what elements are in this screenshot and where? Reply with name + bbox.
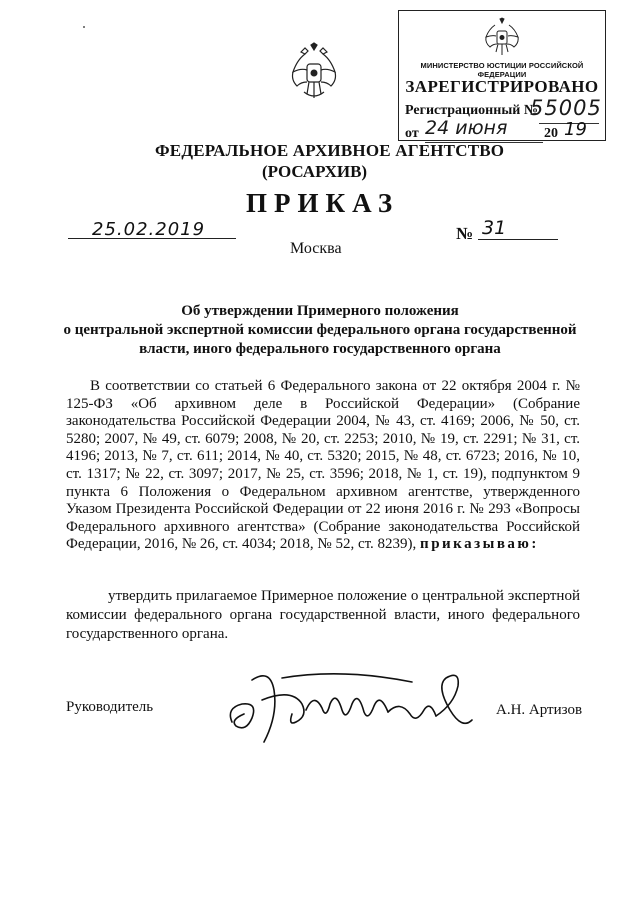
- stamp-reg-number-value: 55005: [530, 96, 602, 120]
- stamp-ministry-name: МИНИСТЕРСТВО ЮСТИЦИИ РОССИЙСКОЙ ФЕДЕРАЦИИ: [420, 61, 584, 79]
- decree-paragraph: утвердить прилагаемое Примерное положение о центральной экспертной комиссии федерального органа государственной власти, иного федерального государственного органа.: [66, 588, 580, 642]
- registration-stamp: [398, 10, 606, 141]
- agency-name: ФЕДЕРАЛЬНОЕ АРХИВНОЕ АГЕНТСТВО: [155, 141, 505, 160]
- document-title: ПРИКАЗ: [246, 188, 400, 218]
- signatory-name: А.Н. Артизов: [496, 702, 583, 718]
- scan-speck: [83, 26, 85, 28]
- preamble-paragraph: [66, 378, 580, 554]
- stamp-year-value: 19: [564, 119, 587, 140]
- order-number-label: №: [456, 224, 474, 243]
- stamp-year-prefix: 20: [544, 126, 558, 141]
- number-underline: [478, 239, 558, 240]
- subject-line-2: о центральной экспертной комиссии федерального органа государственной: [63, 322, 577, 338]
- coat-of-arms-emblem: [287, 42, 341, 102]
- signatory-position: Руководитель: [66, 699, 154, 715]
- order-date: 25.02.2019: [92, 219, 206, 240]
- order-subject: [40, 302, 600, 359]
- subject-line-1: Об утверждении Примерного положения: [181, 303, 459, 319]
- stamp-reg-number-label: Регистрационный №: [405, 103, 538, 118]
- order-number: 31: [482, 217, 507, 239]
- stamp-date-label: от: [405, 126, 419, 141]
- stamp-registered-label: ЗАРЕГИСТРИРОВАНО: [405, 77, 599, 96]
- stamp-date-value: 24 июня: [425, 117, 508, 139]
- date-underline: [68, 238, 236, 239]
- order-word: приказываю:: [420, 536, 539, 553]
- preamble-text: В соответствии со статьей 6 Федерального закона от 22 октября 2004 г. № 125-ФЗ «Об архивном деле в Российской Федерации» (Собрание законодательства Российской Федерации 2004, № 43, ст. 4169; 2006, № 50, ст. 5280; 2007, № 49, ст. 6079; 2008, № 20, ст. 2253; 2010, № 19, ст. 2291; № 31, ст. 4196; 2013, № 7, ст. 611; 2014, № 40, ст. 5320; 2015, № 48, ст. 6723; 2016, № 10, ст. 1317; № 22, ст. 3097; 2017, № 25, ст. 3596; 2018, № 1, ст. 19), подпунктом 9 пункта 6 Положения о Федеральном архивном агентстве, утвержденного Указом Президента Российской Федерации от 22 июня 2016 г. № 293 «Вопросы Федерального архивного агентства» (Собрание законодательства Российской Федерации, 2016, № 26, ст. 4034; 2018, № 52, ст. 8239),: [66, 378, 580, 553]
- stamp-coat-of-arms-icon: [483, 17, 521, 57]
- handwritten-signature: [222, 660, 482, 750]
- agency-short-name: (РОСАРХИВ): [262, 162, 368, 181]
- city: Москва: [290, 240, 342, 257]
- subject-line-3: власти, иного федерального государственного органа: [139, 341, 501, 357]
